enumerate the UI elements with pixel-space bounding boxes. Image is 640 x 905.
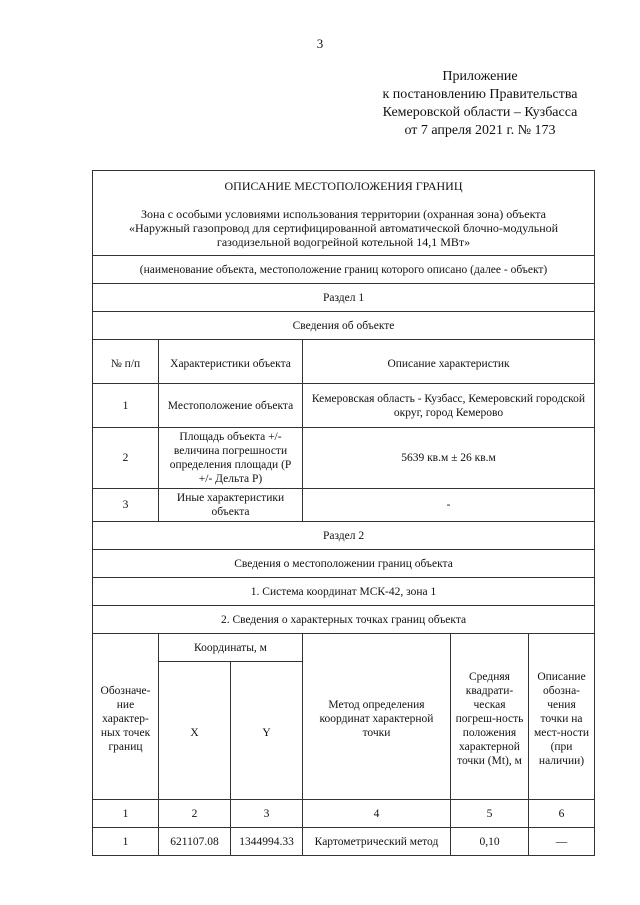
- header-characteristics: Характеристики объекта: [159, 340, 303, 384]
- table-row: [93, 489, 595, 522]
- appendix-line: от 7 апреля 2021 г. № 173: [404, 123, 556, 138]
- point-method: Картометрический метод: [303, 828, 451, 856]
- object-name-note: (наименование объекта, местоположение границ которого описано (далее - объект): [93, 256, 595, 284]
- table-row: [93, 428, 595, 489]
- point-name: 1: [93, 828, 159, 856]
- row-num: 1: [93, 384, 159, 428]
- header-num: № п/п: [93, 340, 159, 384]
- table-row: [93, 384, 595, 428]
- header-point-name: Обозначе-ние характер-ных точек границ: [93, 634, 159, 800]
- row-characteristic: Местоположение объекта: [159, 384, 303, 428]
- point-x: 621107.08: [159, 828, 231, 856]
- zone-description: Зона с особыми условиями использования территории (охранная зона) объекта «Наружный газопровод для сертифицированной автоматической блочно-модульной газодизельной водогрейной котельной 14,1 МВт»: [128, 207, 559, 249]
- section-2-title: Сведения о местоположении границ объекта: [93, 550, 595, 578]
- column-number: 1: [93, 800, 159, 828]
- table-row: [93, 828, 595, 856]
- column-number: 4: [303, 800, 451, 828]
- header-coordinates: Координаты, м: [159, 634, 303, 662]
- appendix-line: к постановлению Правительства: [382, 87, 578, 102]
- column-number-row: [93, 800, 595, 828]
- row-characteristic: Площадь объекта +/- величина погрешности определения площади (Р +/- Дельта Р): [159, 428, 303, 489]
- page-number: 3: [316, 36, 324, 51]
- row-characteristic: Иные характеристики объекта: [159, 489, 303, 522]
- header-description: Описание характеристик: [303, 340, 595, 384]
- header-point-description: Описание обозна-чения точки на мест-ности (при наличии): [529, 634, 595, 800]
- appendix-block: [360, 68, 600, 140]
- header-x: X: [159, 662, 231, 800]
- section-1-label: Раздел 1: [93, 284, 595, 312]
- point-description: —: [529, 828, 595, 856]
- row-num: 2: [93, 428, 159, 489]
- appendix-line: Кемеровской области – Кузбасса: [382, 105, 578, 120]
- appendix-line: Приложение: [442, 69, 518, 84]
- section-1-title: Сведения об объекте: [93, 312, 595, 340]
- point-y: 1344994.33: [231, 828, 303, 856]
- section-2-label: Раздел 2: [93, 522, 595, 550]
- coordinate-system: 1. Система координат МСК-42, зона 1: [93, 578, 595, 606]
- header-mt: Средняя квадрати-ческая погреш-ность положения характерной точки (Mt), м: [451, 634, 529, 800]
- header-y: Y: [231, 662, 303, 800]
- document-title: ОПИСАНИЕ МЕСТОПОЛОЖЕНИЯ ГРАНИЦ Зона с особыми условиями использования территории (охранная зона) объекта «Наружный газопровод для сертифицированной автоматической блочно-модульной газодизельной водогрейной котельной 14,1 МВт»: [93, 171, 595, 256]
- boundary-description-table: [92, 170, 595, 856]
- row-description: 5639 кв.м ± 26 кв.м: [303, 428, 595, 489]
- column-number: 5: [451, 800, 529, 828]
- column-number: 6: [529, 800, 595, 828]
- points-heading: 2. Сведения о характерных точках границ объекта: [93, 606, 595, 634]
- header-method: Метод определения координат характерной точки: [303, 634, 451, 800]
- column-number: 2: [159, 800, 231, 828]
- row-description: Кемеровская область - Кузбасс, Кемеровский городской округ, город Кемерово: [303, 384, 595, 428]
- row-num: 3: [93, 489, 159, 522]
- row-description: -: [303, 489, 595, 522]
- point-mt: 0,10: [451, 828, 529, 856]
- column-number: 3: [231, 800, 303, 828]
